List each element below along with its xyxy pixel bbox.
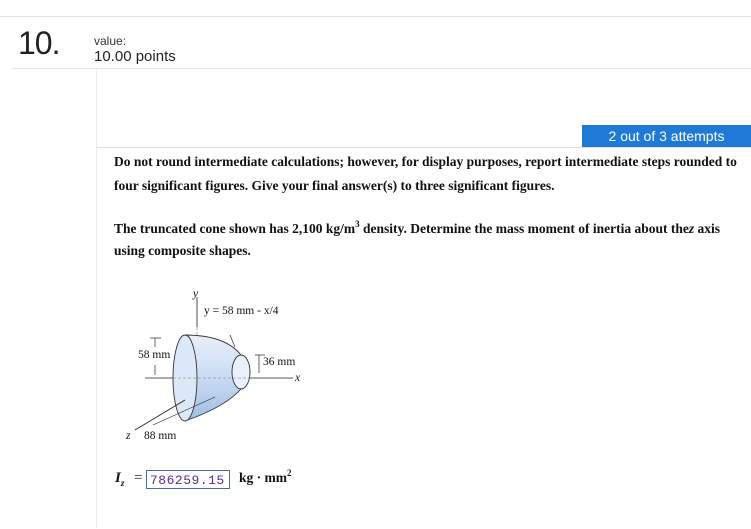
question-number: 10.	[18, 25, 60, 61]
top-divider	[0, 16, 751, 17]
answer-label	[115, 470, 124, 488]
unit-text: kg · mm	[239, 470, 288, 485]
length-dimension: 88 mm	[144, 430, 177, 442]
cone-figure	[125, 285, 325, 450]
left-dimension: 58 mm	[138, 349, 171, 361]
problem-text-end: axis using composite shapes.	[114, 221, 721, 258]
right-dimension: 36 mm	[263, 356, 296, 368]
density-exponent: 3	[355, 219, 360, 229]
problem-text	[114, 218, 744, 262]
equals-sign: =	[134, 470, 143, 486]
answer-symbol: I	[115, 470, 121, 486]
equation-pointer	[230, 335, 235, 347]
z-axis-label: z	[126, 430, 131, 442]
problem-text-middle: density. Determine the mass moment of inertia about the	[359, 221, 689, 236]
curve-equation: y = 58 mm - x/4	[204, 305, 279, 317]
y-axis-label: y	[193, 288, 199, 300]
value-label: value:	[94, 34, 127, 48]
attempts-badge: 2 out of 3 attempts	[582, 125, 751, 147]
problem-text-start: The truncated cone shown has 2,100 kg/m	[114, 221, 356, 236]
instructions-text: Do not round intermediate calculations; however, for display purposes, report intermediate steps rounded to four significant figures. Give your final answer(s) to three significant figures.	[114, 154, 737, 193]
x-axis-label: x	[295, 372, 301, 384]
points-value: 10.00 points	[94, 48, 176, 65]
z-axis-line	[135, 400, 185, 430]
answer-unit	[239, 470, 292, 486]
axis-name: z	[688, 221, 695, 236]
answer-input[interactable]: 786259.15	[146, 470, 230, 489]
answer-subscript: z	[120, 478, 125, 488]
unit-exponent: 2	[287, 468, 292, 478]
cone-small-end	[232, 355, 250, 389]
header-divider	[12, 68, 751, 69]
